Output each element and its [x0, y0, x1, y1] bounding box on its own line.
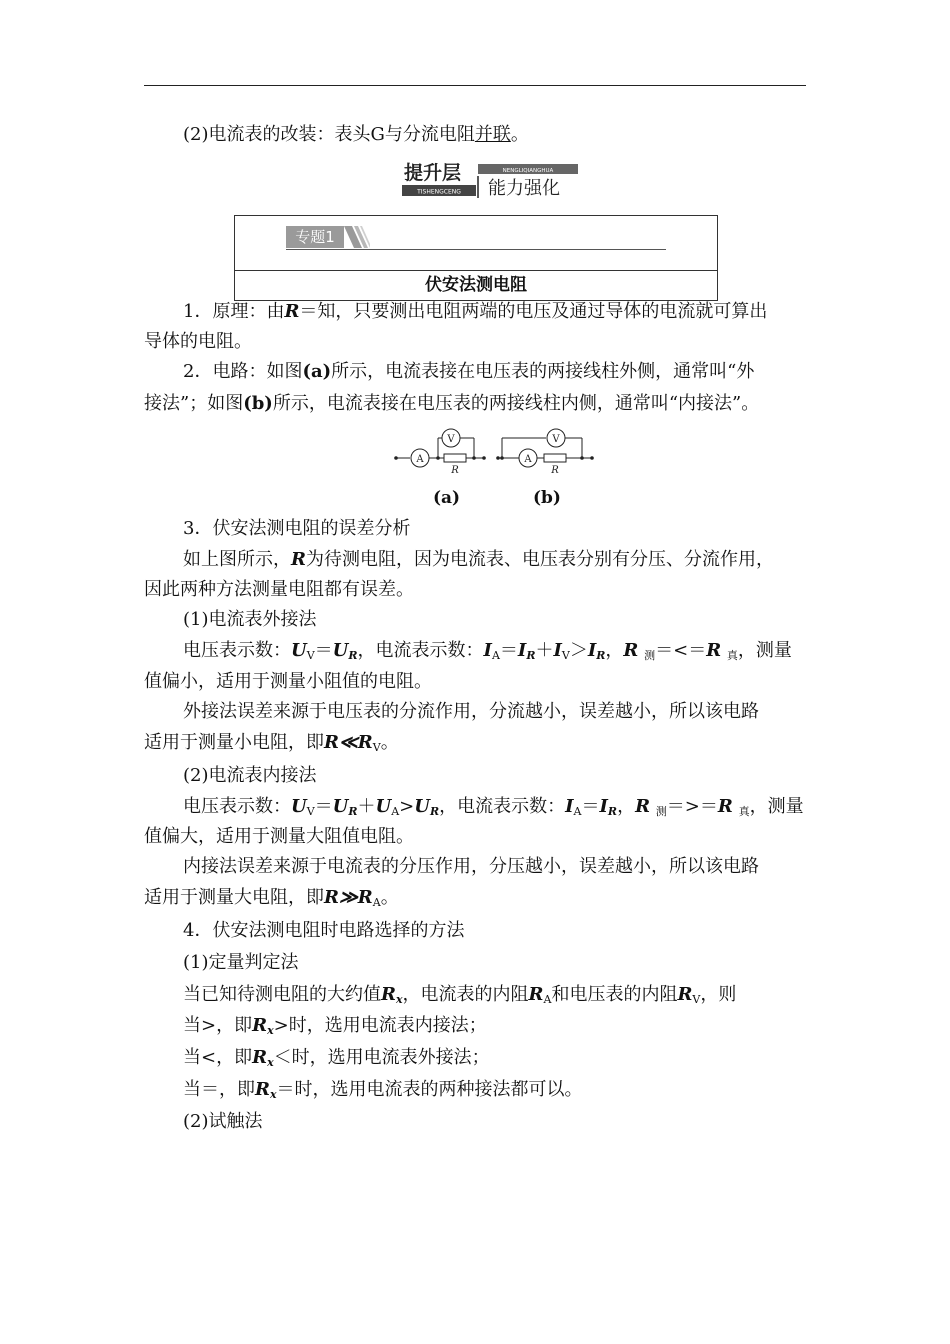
p3-heading: 3．伏安法测电阻的误差分析 [183, 518, 411, 539]
tag-stripes-icon [344, 226, 370, 248]
voltmeter-a-label: V [447, 434, 455, 445]
intro-line: (2)电流表的改装：表头G与分流电阻并联。 [183, 124, 529, 145]
p4-heading: 4．伏安法测电阻时电路选择的方法 [183, 920, 465, 941]
resistor-b-label: R [551, 465, 559, 476]
intro-text: (2)电流表的改装：表头G与分流电阻 [183, 124, 475, 145]
p1-line1: 1．原理：由R＝知，只要测出电阻两端的电压及通过导体的电流就可算出 [183, 301, 768, 322]
p3-line1: 如上图所示，R为待测电阻，因为电流表、电压表分别有分压、分流作用， [183, 549, 774, 570]
topic-divider [235, 270, 717, 271]
resistor-a-label: R [451, 465, 459, 476]
p3-line2: 因此两种方法测量电阻都有误差。 [144, 579, 414, 600]
banner-graphic [400, 158, 580, 200]
ammeter-a-label: A [416, 454, 424, 465]
p2-line1: 2．电路：如图(a)所示，电流表接在电压表的两接线柱外侧，通常叫“外 [183, 361, 755, 382]
ammeter-b-label: A [524, 454, 532, 465]
ext-line4: 适用于测量小电阻，即$R≪R_V$。 [144, 732, 399, 754]
header-rule [144, 85, 806, 86]
topic-title: 伏安法测电阻 [425, 275, 527, 295]
intro-emphasis: 并联 [474, 124, 511, 145]
p4-case1: 当>，即$R_x>$时，选用电流表内接法； [183, 1015, 487, 1037]
p4-case2: 当<，即$R_x<$时，选用电流表外接法； [183, 1047, 490, 1069]
int-line4: 适用于测量大电阻，即$R≫R_A$。 [144, 887, 399, 909]
tag-underline [286, 249, 666, 250]
p4-line1: 当已知待测电阻的大约值$R_x$，电流表的内阻$R_A$和电压表的内阻$R_V$，则 [183, 984, 737, 1006]
topic-box [234, 215, 718, 301]
banner-right-pinyin: NENGLIQIANGHUA [502, 168, 554, 174]
p4-sub1: (1)定量判定法 [183, 952, 299, 973]
banner-right-title: 能力强化 [488, 178, 560, 199]
ext-line3: 外接法误差来源于电压表的分流作用，分流越小，误差越小，所以该电路 [183, 701, 759, 722]
p4-case3: 当＝，即$R_x=$时，选用电流表的两种接法都可以。 [183, 1079, 583, 1101]
caption-a: (a) [433, 488, 461, 508]
banner-left-title: 提升层 [404, 162, 462, 184]
caption-b: (b) [533, 488, 561, 508]
circuit-diagram [388, 424, 598, 480]
int-heading: (2)电流表内接法 [183, 765, 317, 786]
voltmeter-b-label: V [552, 434, 560, 445]
int-line1: 电压表示数：$U_V=U_R+U_A>U_R$，电流表示数：$I_A=I_R$，R $_测$＝>＝R $_真$，测量 [183, 796, 804, 818]
p4-sub2: (2)试触法 [183, 1111, 263, 1132]
int-line3: 内接法误差来源于电流表的分压作用，分压越小，误差越小，所以该电路 [183, 856, 759, 877]
topic-tag: 专题1 [286, 226, 344, 248]
ext-heading: (1)电流表外接法 [183, 609, 317, 630]
ext-line1: 电压表示数：$U_V=U_R$，电流表示数：$I_A=I_R+I_V>I_R$，R $_测$＝<＝R $_真$，测量 [183, 640, 792, 662]
banner-left-pinyin: TISHENGCENG [417, 188, 461, 196]
int-line2: 值偏大，适用于测量大阻值电阻。 [144, 826, 414, 847]
ext-line2: 值偏小，适用于测量小阻值的电阻。 [144, 671, 432, 692]
p2-line2: 接法”；如图(b)所示，电流表接在电压表的两接线柱内侧，通常叫“内接法”。 [144, 393, 760, 414]
p1-line2: 导体的电阻。 [144, 331, 252, 352]
section-banner [400, 158, 580, 200]
circuit-figure [388, 424, 598, 480]
